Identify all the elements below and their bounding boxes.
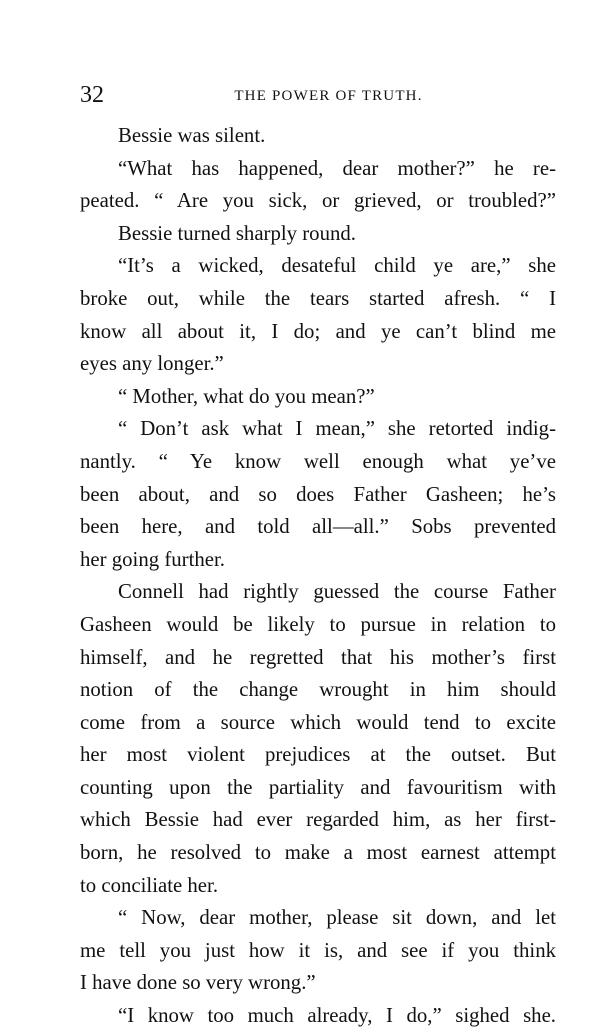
text-line: “What has happened, dear mother?” he re- <box>118 156 556 180</box>
text-line: “It’s a wicked, desateful child ye are,” she <box>118 254 556 278</box>
text-line: I have done so very wrong.” <box>80 971 316 995</box>
text-line: come from a source which would tend to excite <box>80 710 556 734</box>
text-line: peated. “ Are you sick, or grieved, or troubled?” <box>80 189 556 213</box>
running-title: THE POWER OF TRUTH. <box>234 88 423 104</box>
text-line: been here, and told all—all.” Sobs prevented <box>80 515 556 539</box>
text-line: counting upon the partiality and favouritism with <box>80 775 556 799</box>
text-line: broke out, while the tears started afresh. “ I <box>80 286 556 310</box>
text-line: “ Mother, what do you mean?” <box>118 384 375 408</box>
text-line: Bessie turned sharply round. <box>118 221 356 245</box>
text-line: know all about it, I do; and ye can’t blind me <box>80 319 556 343</box>
text-line: her going further. <box>80 547 225 571</box>
body-text <box>80 120 556 1033</box>
running-head <box>80 80 555 110</box>
text-line: been about, and so does Father Gasheen; he’s <box>80 482 556 506</box>
text-line: Connell had rightly guessed the course Father <box>118 580 556 604</box>
text-line: Bessie was silent. <box>118 124 266 147</box>
text-line: eyes any longer.” <box>80 352 224 376</box>
text-line: himself, and he regretted that his mother’s first <box>80 645 556 669</box>
text-line: “ Don’t ask what I mean,” she retorted indig- <box>118 417 556 441</box>
text-line: Gasheen would be likely to pursue in relation to <box>80 612 556 636</box>
text-line: to conciliate her. <box>80 873 219 897</box>
text-line: which Bessie had ever regarded him, as her first- <box>80 808 556 832</box>
text-line: her most violent prejudices at the outset. But <box>80 743 556 767</box>
text-line: nantly. “ Ye know well enough what ye’ve <box>80 449 556 473</box>
text-line: “ Now, dear mother, please sit down, and let <box>118 906 556 930</box>
text-line: me tell you just how it is, and see if you think <box>80 938 556 962</box>
text-line: “I know too much already, I do,” sighed she. <box>118 1004 556 1028</box>
page-number: 32 <box>80 82 104 108</box>
text-line: notion of the change wrought in him should <box>80 678 556 702</box>
text-line: born, he resolved to make a most earnest attempt <box>80 841 556 865</box>
